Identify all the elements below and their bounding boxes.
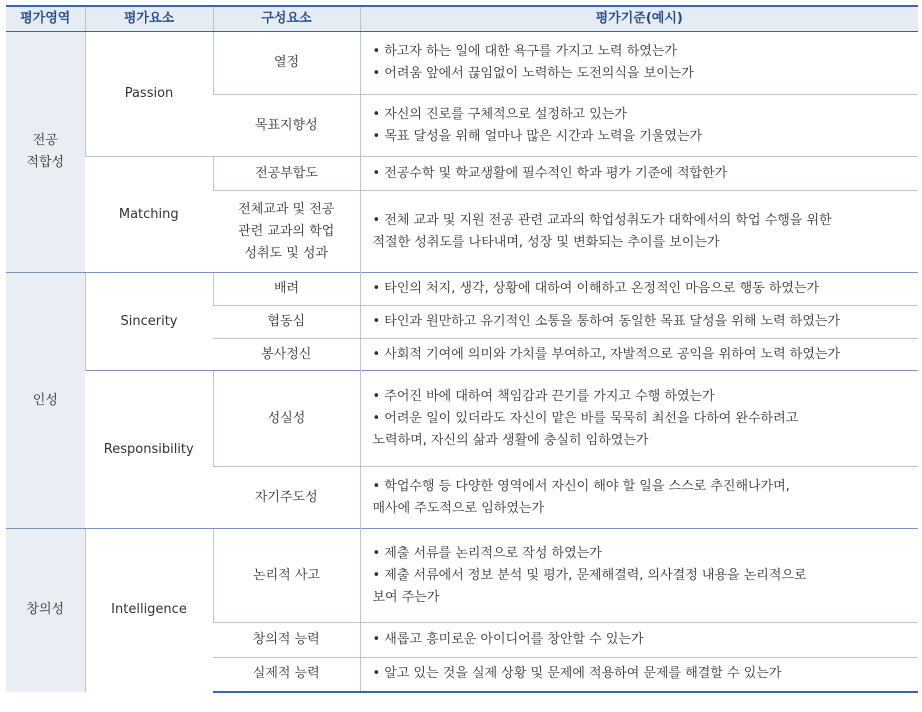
component-cell: 전공부합도 — [213, 157, 360, 191]
component-cell: 봉사정신 — [213, 339, 360, 371]
criteria-cell — [360, 95, 918, 157]
criteria-item: • 목표 달성을 위해 얼마나 많은 시간과 노력을 기울였는가 — [372, 128, 703, 144]
header-area: 평가영역 — [6, 6, 85, 32]
header-element: 평가요소 — [85, 6, 213, 32]
element-sincerity: Sincerity — [85, 273, 213, 371]
criteria-item: • 알고 있는 것을 실제 상황 및 문제에 적용하여 문제를 해결할 수 있는가 — [372, 666, 782, 682]
table-row — [6, 32, 918, 95]
header-criteria: 평가기준(예시) — [360, 6, 918, 32]
table-row — [6, 529, 918, 623]
area-cell-character: 인성 — [6, 273, 85, 529]
component-cell: 논리적 사고 — [213, 529, 360, 623]
table-row — [6, 371, 918, 467]
criteria-item: • 새롭고 흥미로운 아이디어를 창안할 수 있는가 — [372, 632, 644, 647]
criteria-item: • 사회적 기여에 의미와 가치를 부여하고, 자발적으로 공익을 위하여 노력 하였는가 — [372, 346, 841, 362]
component-cell: 실제적 능력 — [213, 658, 360, 692]
evaluation-criteria-table — [6, 5, 918, 693]
component-cell: 자기주도성 — [213, 467, 360, 529]
criteria-item: • 자신의 진로를 구체적으로 설정하고 있는가 — [372, 106, 627, 122]
criteria-cell — [360, 658, 918, 692]
component-cell: 성실성 — [213, 371, 360, 467]
component-cell: 열정 — [213, 32, 360, 95]
criteria-item: • 전공수학 및 학교생활에 필수적인 학과 평가 기준에 적합한가 — [372, 165, 728, 181]
element-passion: Passion — [85, 32, 213, 157]
area-cell-creativity: 창의성 — [6, 529, 85, 692]
component-cell: 전체교과 및 전공 관련 교과의 학업 성취도 및 성과 — [213, 191, 360, 273]
component-cell: 협동심 — [213, 306, 360, 339]
criteria-item: • 주어진 바에 대하여 책임감과 끈기를 가지고 수행 하였는가 — [372, 388, 715, 404]
component-cell: 창의적 능력 — [213, 623, 360, 658]
criteria-item: • 타인의 처지, 생각, 상황에 대하여 이해하고 온정적인 마음으로 행동 하였는가 — [372, 281, 820, 296]
table-row — [6, 273, 918, 306]
criteria-cell — [360, 157, 918, 191]
criteria-cell — [360, 339, 918, 371]
component-cell: 배려 — [213, 273, 360, 306]
criteria-item: • 학업수행 등 다양한 영역에서 자신이 해야 할 일을 스스로 추진해나가며, 매사에 주도적으로 임하였는가 — [372, 478, 790, 516]
criteria-cell — [360, 306, 918, 339]
criteria-item: • 제출 서류에서 정보 분석 및 평가, 문제해결력, 의사결정 내용을 논리적으로 보여 주는가 — [372, 567, 807, 605]
criteria-item: • 하고자 하는 일에 대한 욕구를 가지고 노력 하였는가 — [372, 44, 677, 59]
criteria-cell — [360, 371, 918, 467]
criteria-cell — [360, 32, 918, 95]
header-component: 구성요소 — [213, 6, 360, 32]
area-cell-major-fit: 전공 적합성 — [6, 32, 85, 273]
criteria-cell — [360, 191, 918, 273]
table-row — [6, 157, 918, 191]
criteria-item: • 전체 교과 및 지원 전공 관련 교과의 학업성취도가 대학에서의 학업 수행을 위한 적절한 성취도를 나타내며, 성장 및 변화되는 추이를 보이는가 — [372, 212, 832, 250]
header-row — [6, 6, 918, 32]
criteria-item: • 타인과 원만하고 유기적인 소통을 통하여 동일한 목표 달성을 위해 노력 하였는가 — [372, 314, 841, 329]
criteria-item: • 어려움 앞에서 끊임없이 노력하는 도전의식을 보이는가 — [372, 66, 694, 81]
element-matching: Matching — [85, 157, 213, 273]
criteria-item: • 제출 서류를 논리적으로 작성 하였는가 — [372, 545, 602, 561]
element-responsibility: Responsibility — [85, 371, 213, 529]
criteria-cell — [360, 273, 918, 306]
criteria-cell — [360, 529, 918, 623]
criteria-cell — [360, 623, 918, 658]
element-intelligence: Intelligence — [85, 529, 213, 692]
criteria-cell — [360, 467, 918, 529]
criteria-item: • 어려운 일이 있더라도 자신이 맡은 바를 묵묵히 최선을 다하여 완수하려고 노력하며, 자신의 삶과 생활에 충실히 임하였는가 — [372, 410, 799, 448]
component-cell: 목표지향성 — [213, 95, 360, 157]
